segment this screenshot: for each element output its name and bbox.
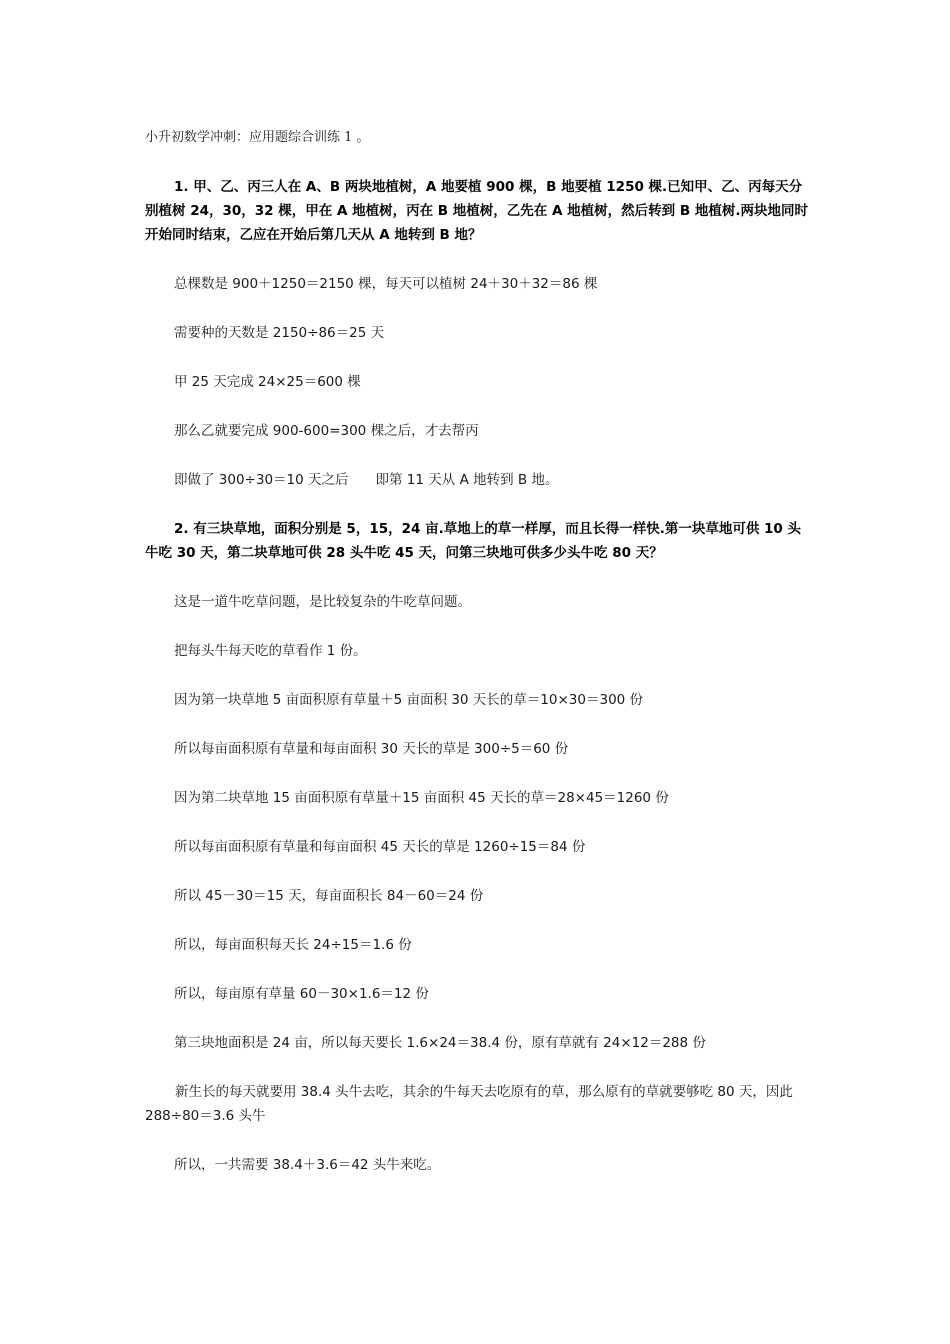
problem-2-step-2: 把每头牛每天吃的草看作 1 份。 — [174, 643, 367, 659]
problem-2-step-11: 新生长的每天就要用 38.4 头牛去吃，其余的牛每天去吃原有的草，那么原有的草就要够吃 80 天，因此 288÷80＝3.6 头牛 — [145, 1084, 793, 1124]
problem-2-step-4: 所以每亩面积原有草量和每亩面积 30 天长的草是 300÷5＝60 份 — [174, 741, 569, 757]
problem-1-step-1: 总棵数是 900＋1250＝2150 棵，每天可以植树 24＋30＋32＝86 棵 — [174, 276, 598, 292]
problem-2-step-1: 这是一道牛吃草问题，是比较复杂的牛吃草问题。 — [174, 594, 471, 610]
problem-2-step-5: 因为第二块草地 15 亩面积原有草量＋15 亩面积 45 天长的草＝28×45＝1260 份 — [174, 790, 669, 806]
problem-2-step-3: 因为第一块草地 5 亩面积原有草量＋5 亩面积 30 天长的草＝10×30＝300 份 — [174, 692, 644, 708]
problem-2-step-8: 所以，每亩面积每天长 24÷15＝1.6 份 — [174, 937, 412, 953]
problem-2-step-10: 第三块地面积是 24 亩，所以每天要长 1.6×24＝38.4 份，原有草就有 24×12＝288 份 — [174, 1035, 706, 1051]
problem-1-step-4: 那么乙就要完成 900-600=300 棵之后，才去帮丙 — [174, 423, 479, 439]
problem-2-step-7: 所以 45－30＝15 天，每亩面积长 84－60＝24 份 — [174, 888, 484, 904]
document-title: 小升初数学冲刺：应用题综合训练 1 。 — [145, 130, 370, 145]
problem-1-step-5: 即做了 300÷30＝10 天之后 即第 11 天从 A 地转到 B 地。 — [174, 472, 559, 488]
problem-2-question: 2. 有三块草地，面积分别是 5，15，24 亩.草地上的草一样厚，而且长得一样快.第一块草地可供 10 头牛吃 30 天，第二块草地可供 28 头牛吃 45 天，问第三块地可供多少头牛吃 80 天？ — [145, 521, 802, 561]
problem-2-step-12: 所以，一共需要 38.4＋3.6＝42 头牛来吃。 — [174, 1157, 441, 1173]
problem-2-step-9: 所以，每亩原有草量 60－30×1.6＝12 份 — [174, 986, 429, 1002]
problem-1-question: 1. 甲、乙、丙三人在 A、B 两块地植树，A 地要植 900 棵，B 地要植 1250 棵.已知甲、乙、丙每天分别植树 24，30，32 棵，甲在 A 地植树，丙在 B 地植树，乙先在 A 地植树，然后转到 B 地植树.两块地同时开始同时结束，乙应在开始后第几天从 A 地转到 B 地？ — [145, 179, 808, 243]
problem-1-step-3: 甲 25 天完成 24×25＝600 棵 — [174, 374, 361, 390]
problem-2-step-6: 所以每亩面积原有草量和每亩面积 45 天长的草是 1260÷15＝84 份 — [174, 839, 586, 855]
problem-1-step-2: 需要种的天数是 2150÷86＝25 天 — [174, 325, 385, 341]
